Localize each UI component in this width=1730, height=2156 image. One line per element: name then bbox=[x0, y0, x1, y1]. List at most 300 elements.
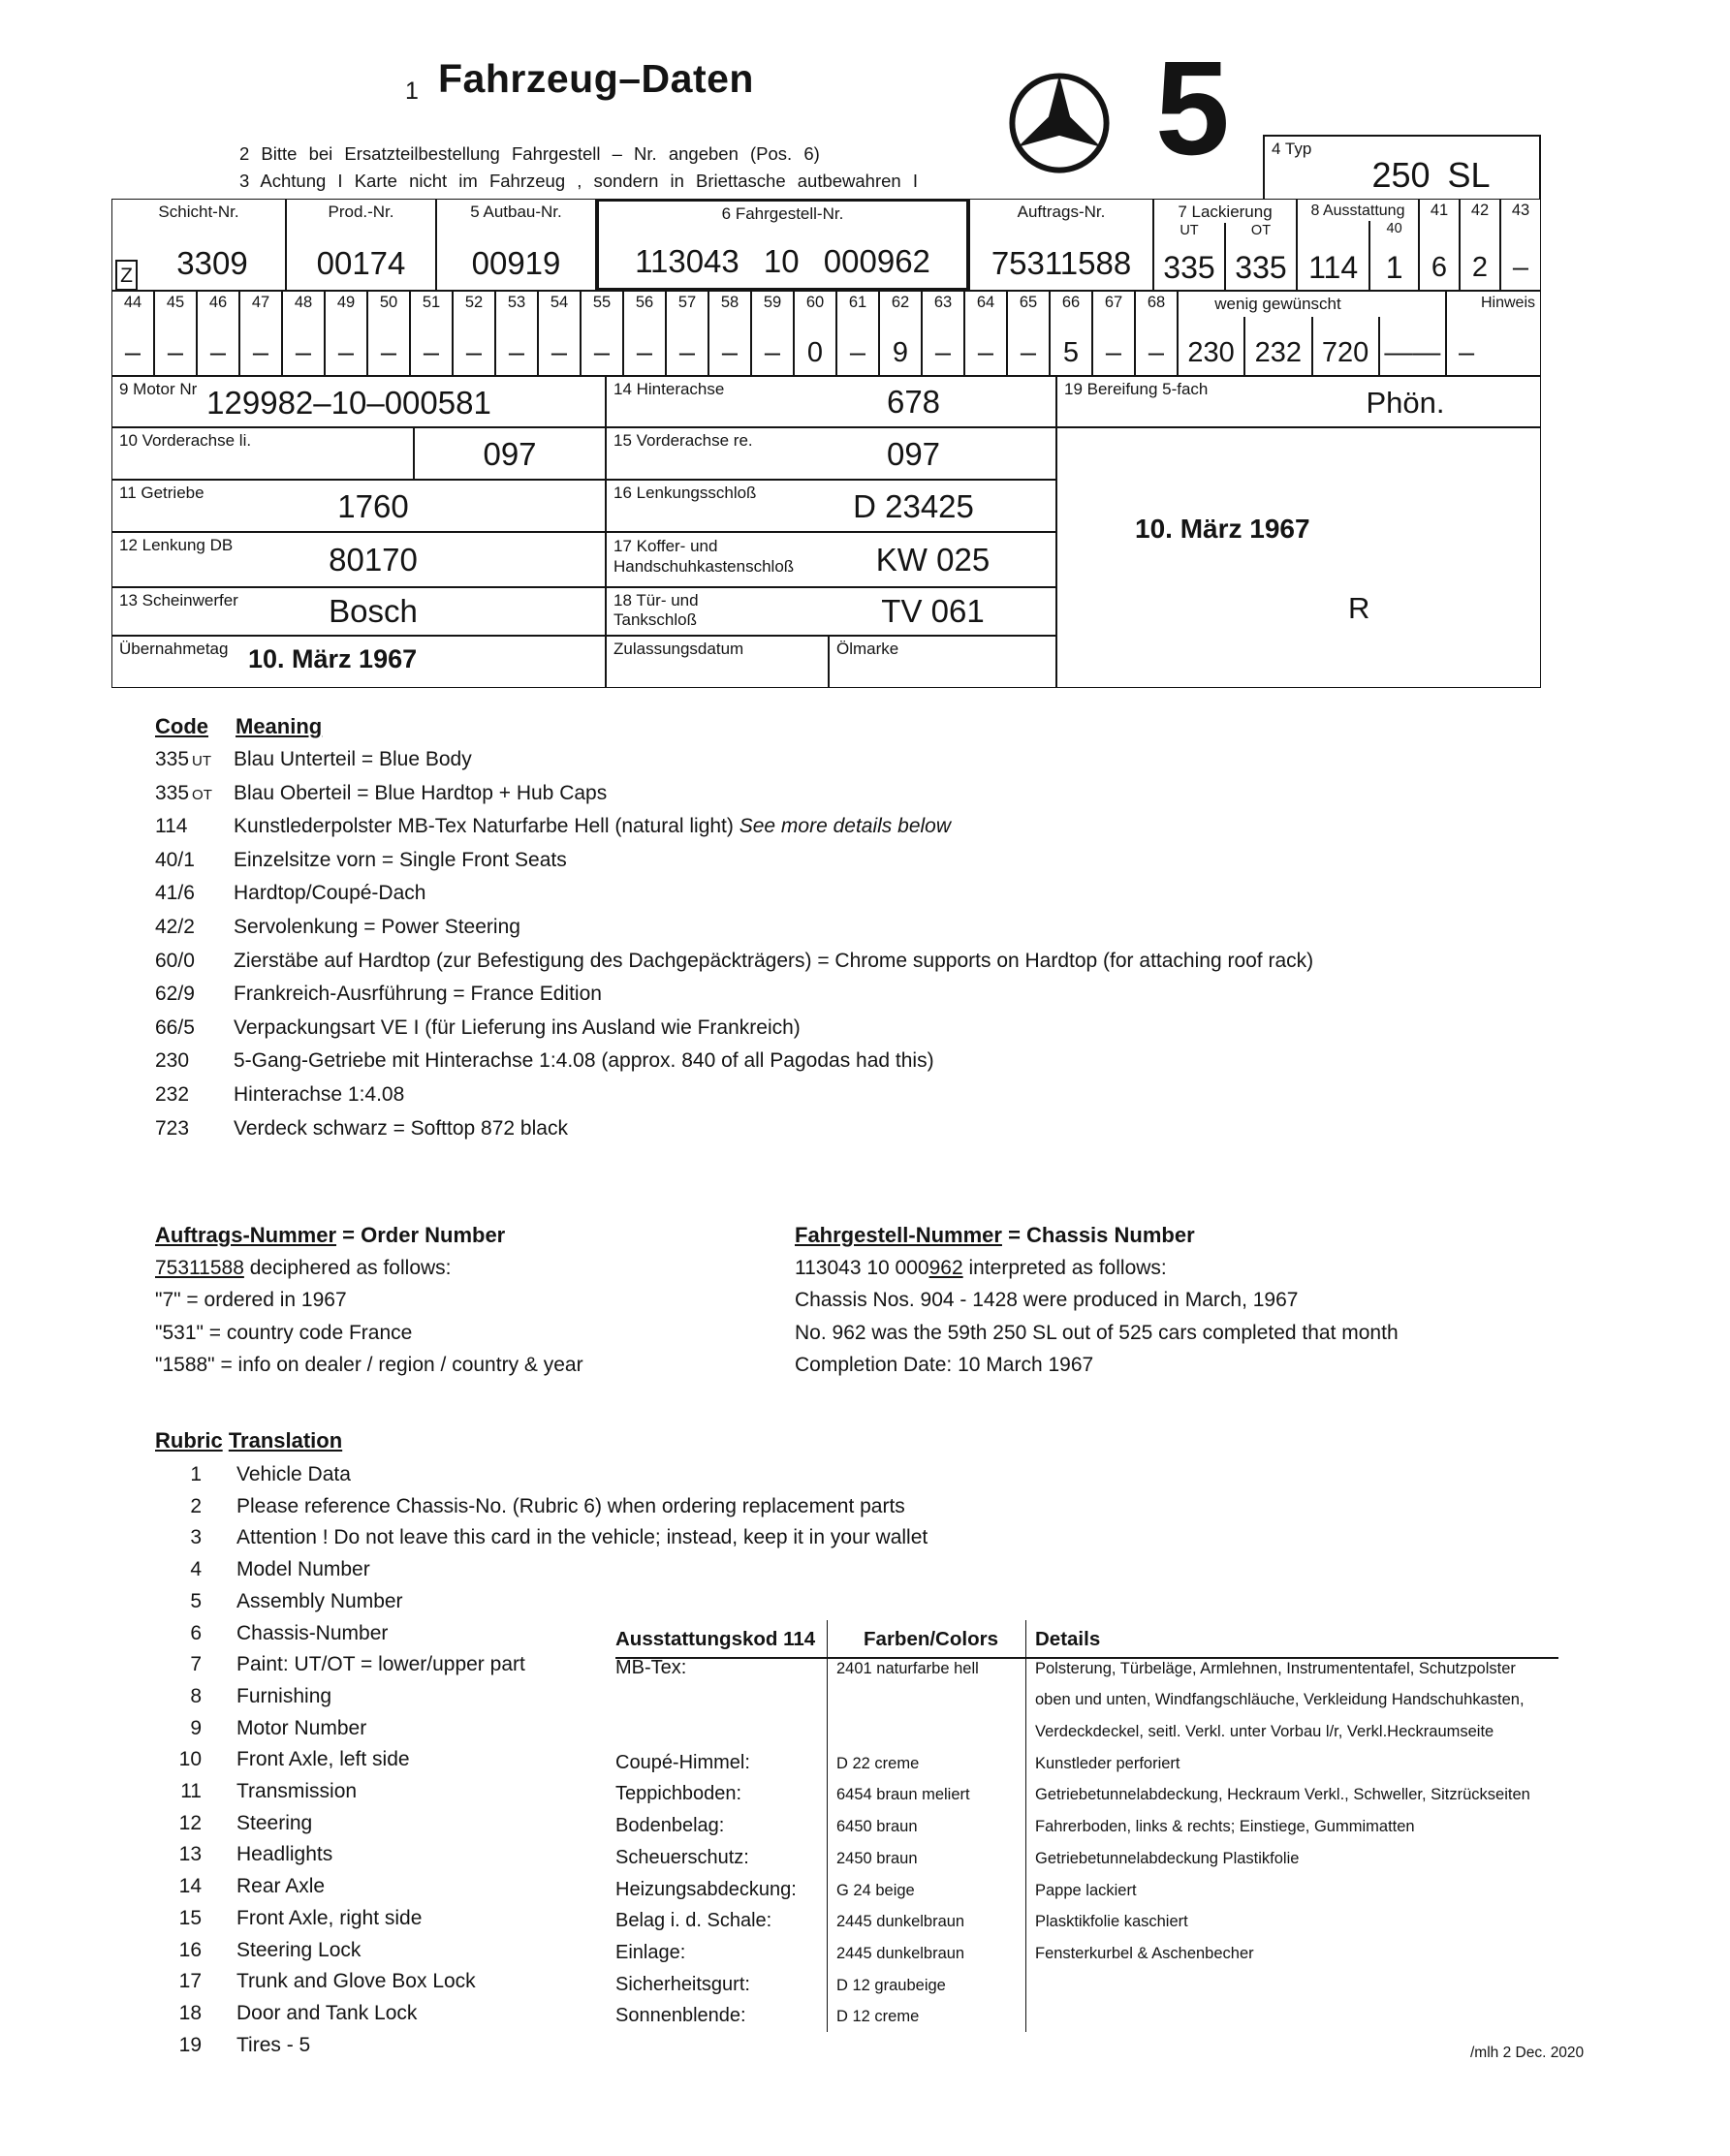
trim-40-value: 1 bbox=[1385, 250, 1403, 285]
code-row bbox=[155, 1113, 1313, 1147]
order-number-heading bbox=[155, 1219, 834, 1252]
cell-label: 12 Lenkung DB bbox=[119, 536, 234, 554]
code-value bbox=[155, 1046, 234, 1079]
chassis-number-heading bbox=[795, 1219, 1473, 1252]
paint-lower-half bbox=[1154, 223, 1224, 290]
cell-label: Prod.-Nr. bbox=[328, 203, 394, 221]
cell-label bbox=[613, 591, 699, 630]
column-number: 49 bbox=[336, 294, 356, 311]
axle-ratio-values bbox=[1179, 317, 1445, 375]
column-value: 9 bbox=[892, 337, 909, 368]
option-column-cell bbox=[111, 291, 154, 376]
option-column-cell bbox=[666, 291, 708, 376]
rubric-text: Front Axle, right side bbox=[236, 1906, 423, 1929]
column-value: – bbox=[167, 337, 184, 368]
equipment-item: Belag i. d. Schale: bbox=[615, 1910, 772, 1932]
wenig-value-cell bbox=[1179, 317, 1243, 375]
equipment-item: Sicherheitsgurt: bbox=[615, 1973, 750, 1995]
line-rest: deciphered as follows: bbox=[243, 1256, 452, 1279]
rubric-number: 16 bbox=[178, 1938, 202, 1961]
code-value bbox=[155, 878, 234, 912]
card-number-5: 5 bbox=[1155, 34, 1230, 183]
trim-sub-40: 40 bbox=[1386, 221, 1402, 236]
rubric-number: 7 bbox=[190, 1653, 202, 1676]
column-number: 50 bbox=[379, 294, 398, 311]
equipment-color bbox=[827, 1683, 1025, 1715]
cell-label: Übernahmetag bbox=[119, 640, 229, 658]
code-number: 60/0 bbox=[155, 949, 195, 972]
equipment-details: oben und unten, Windfangschläuche, Verkleidung Handschuhkasten, bbox=[1025, 1683, 1558, 1715]
rubric-text: Furnishing bbox=[236, 1684, 332, 1707]
option-column-cell bbox=[325, 291, 367, 376]
rubric-number: 9 bbox=[190, 1716, 202, 1739]
rubric-number: 19 bbox=[178, 2033, 202, 2056]
option-column-cell bbox=[1007, 291, 1050, 376]
equipment-details: Getriebetunnelabdeckung, Heckraum Verkl., Schweller, Sitzrückseiten bbox=[1025, 1778, 1558, 1810]
equipment-color: 6454 braun meliert bbox=[827, 1778, 1025, 1810]
rubric-number: 1 bbox=[190, 1463, 202, 1485]
cell-label: 8 Ausstattung bbox=[1310, 203, 1405, 219]
code-row bbox=[155, 912, 1313, 946]
column-value: – bbox=[465, 337, 483, 368]
cell-label: Schicht-Nr. bbox=[158, 203, 239, 221]
code-meaning-text: Hardtop/Coupé-Dach bbox=[234, 882, 426, 905]
code-meaning bbox=[234, 811, 951, 845]
code-number: 42/2 bbox=[155, 915, 195, 938]
equipment-color: 6450 braun bbox=[827, 1810, 1025, 1842]
option-column-cell bbox=[197, 291, 239, 376]
code-meaning bbox=[234, 979, 602, 1013]
rubric-row bbox=[155, 2030, 928, 2062]
paint-code-split bbox=[1154, 223, 1296, 290]
column-number: 47 bbox=[251, 294, 270, 311]
model-type-value: 250 SL bbox=[1371, 155, 1491, 195]
code-meaning bbox=[234, 845, 567, 879]
option-column-cell bbox=[282, 291, 325, 376]
column-value: – bbox=[295, 337, 312, 368]
column-number: 67 bbox=[1104, 294, 1123, 311]
code-value bbox=[155, 1113, 234, 1147]
rubric-row bbox=[155, 1491, 928, 1523]
rubric-number: 8 bbox=[190, 1684, 202, 1707]
code-meaning-text: Blau Oberteil = Blue Hardtop + Hub Caps bbox=[234, 781, 608, 804]
cell-41 bbox=[1419, 199, 1460, 291]
cell-hinterachse bbox=[606, 376, 1056, 427]
text-line bbox=[155, 1349, 834, 1382]
code-meaning bbox=[234, 778, 607, 812]
rubric-text: Transmission bbox=[236, 1780, 358, 1803]
rubric-heading bbox=[155, 1428, 928, 1453]
column-value: – bbox=[337, 337, 355, 368]
cell-value: 097 bbox=[483, 436, 537, 472]
motor-number-value: 129982–10–000581 bbox=[206, 385, 491, 421]
line-text: No. 962 was the 59th 250 SL out of 525 cars completed that month bbox=[795, 1321, 1399, 1344]
column-value: 6 bbox=[1431, 252, 1448, 283]
cell-motor-nr bbox=[111, 376, 606, 427]
cell-label: 19 Bereifung 5-fach bbox=[1064, 380, 1209, 398]
trim-code-half bbox=[1298, 221, 1368, 290]
cell-uebernahmetag bbox=[111, 636, 606, 688]
cell-label: 6 Fahrgestell-Nr. bbox=[721, 204, 844, 223]
text-line bbox=[795, 1284, 1473, 1317]
rubric-text: Motor Number bbox=[236, 1716, 367, 1739]
equipment-item bbox=[615, 1683, 827, 1715]
equipment-details: Verdeckdeckel, seitl. Verkl. unter Vorbau l/r, Verkl.Heckraumseite bbox=[1025, 1715, 1558, 1747]
cell-label: 5 Autbau-Nr. bbox=[470, 203, 562, 221]
trim-code-value: 114 bbox=[1308, 250, 1359, 285]
column-number: 42 bbox=[1470, 202, 1490, 219]
header-note-3: 3 Achtung I Karte nicht im Fahrzeug , sondern in Briettasche autbewahren I bbox=[239, 171, 918, 191]
cell-vorderachse-rechts bbox=[606, 427, 1056, 480]
column-number: 66 bbox=[1061, 294, 1081, 311]
rubric-text: Assembly Number bbox=[236, 1589, 403, 1612]
cell-ausstattung bbox=[1297, 199, 1419, 291]
option-column-cell bbox=[453, 291, 495, 376]
option-column-cell bbox=[751, 291, 794, 376]
line-text: 113043 10 000 bbox=[795, 1256, 929, 1279]
column-number: 48 bbox=[294, 294, 313, 311]
rubric-number: 18 bbox=[178, 2001, 202, 2024]
page-title: Fahrzeug–Daten bbox=[438, 56, 754, 101]
cell-value: 80170 bbox=[329, 542, 418, 578]
column-value: 5 bbox=[1062, 337, 1080, 368]
rubric-text: Trunk and Glove Box Lock bbox=[236, 1970, 476, 1993]
equipment-color: D 12 creme bbox=[827, 2000, 1025, 2032]
rubric-number: 15 bbox=[178, 1906, 202, 1929]
rubric-text: Rear Axle bbox=[236, 1875, 326, 1898]
cell-aufbau-nr bbox=[436, 199, 596, 291]
cell-schicht-nr bbox=[111, 199, 286, 291]
cell-label: Auftrags-Nr. bbox=[1017, 203, 1106, 221]
cell-fahrgestell-nr bbox=[596, 199, 969, 291]
column-value: – bbox=[380, 337, 397, 368]
cell-value: D 23425 bbox=[853, 488, 974, 524]
option-column-cell bbox=[879, 291, 922, 376]
code-value bbox=[155, 1079, 234, 1113]
code-row bbox=[155, 778, 1313, 812]
heading-underlined: Fahrgestell-Nummer bbox=[795, 1223, 1002, 1247]
order-number-lines bbox=[155, 1252, 834, 1382]
code-meaning-text: Blau Unterteil = Blue Body bbox=[234, 748, 472, 770]
column-number: 45 bbox=[166, 294, 185, 311]
option-column-cell bbox=[239, 291, 282, 376]
cell-value: 097 bbox=[886, 436, 941, 472]
rubric-text: Door and Tank Lock bbox=[236, 2001, 418, 2024]
rubric-text: Attention ! Do not leave this card in the vehicle; instead, keep it in your wallet bbox=[236, 1526, 928, 1549]
title-number: 1 bbox=[405, 78, 419, 105]
column-number: 64 bbox=[976, 294, 995, 311]
column-number: 43 bbox=[1511, 202, 1530, 219]
option-column-cell bbox=[538, 291, 581, 376]
line-underlined: 75311588 bbox=[155, 1256, 244, 1279]
option-column-cell bbox=[1135, 291, 1178, 376]
cell-auftrags-nr bbox=[969, 199, 1153, 291]
wenig-value-cell bbox=[1243, 317, 1310, 375]
cell-vorderachse-links bbox=[111, 427, 606, 480]
rubric-number: 10 bbox=[178, 1748, 202, 1771]
code-meaning bbox=[234, 1013, 801, 1047]
option-column-cell bbox=[964, 291, 1007, 376]
cell-label: 9 Motor Nr bbox=[119, 380, 198, 398]
code-value bbox=[155, 811, 234, 845]
trim-split bbox=[1298, 221, 1418, 290]
wenig-value: —— bbox=[1384, 337, 1441, 368]
handover-date-value: 10. März 1967 bbox=[248, 644, 418, 673]
column-number: 54 bbox=[550, 294, 569, 311]
cell-tuer-schloss bbox=[606, 587, 1056, 636]
code-number: 232 bbox=[155, 1082, 190, 1106]
equipment-item: Sonnenblende: bbox=[615, 2005, 746, 2027]
equipment-item: Scheuerschutz: bbox=[615, 1846, 749, 1868]
code-suffix: UT bbox=[192, 753, 212, 769]
column-value: – bbox=[252, 337, 269, 368]
data-card bbox=[111, 199, 1541, 688]
option-column-cell bbox=[367, 291, 410, 376]
rubric-number: 2 bbox=[190, 1494, 202, 1517]
column-number: 63 bbox=[933, 294, 953, 311]
column-value: – bbox=[1020, 337, 1037, 368]
cell-label: 7 Lackierung bbox=[1178, 203, 1273, 221]
rubric-text: Paint: UT/OT = lower/upper part bbox=[236, 1653, 525, 1676]
trim-40-half bbox=[1368, 221, 1418, 290]
cell-lenkung bbox=[111, 532, 606, 587]
cell-value: 678 bbox=[886, 384, 941, 420]
rubric-row bbox=[155, 1459, 928, 1491]
rubric-text: Chassis-Number bbox=[236, 1621, 389, 1644]
code-number: 230 bbox=[155, 1049, 190, 1073]
rubric-text: Headlights bbox=[236, 1843, 333, 1866]
rubric-number: 17 bbox=[178, 1970, 202, 1993]
column-number: 52 bbox=[464, 294, 484, 311]
rubric-text: Model Number bbox=[236, 1558, 370, 1581]
column-value: – bbox=[124, 337, 142, 368]
option-column-cell bbox=[495, 291, 538, 376]
code-row bbox=[155, 946, 1313, 980]
line-text: "531" = country code France bbox=[155, 1321, 413, 1344]
cell-oelmarke bbox=[829, 636, 1056, 688]
column-value: – bbox=[1148, 337, 1165, 368]
text-line bbox=[795, 1252, 1473, 1285]
equipment-header-colors: Farben/Colors bbox=[827, 1620, 1025, 1659]
chassis-number-lines bbox=[795, 1252, 1473, 1382]
cell-lenkungsschloss bbox=[606, 480, 1056, 532]
heading-meaning: Meaning bbox=[236, 714, 323, 738]
equipment-details: Polsterung, Türbeläge, Armlehnen, Instrumententafel, Schutzpolster bbox=[1025, 1652, 1558, 1684]
text-line bbox=[795, 1349, 1473, 1382]
equipment-color: 2445 dunkelbraun bbox=[827, 1937, 1025, 1969]
rubric-row bbox=[155, 1586, 928, 1618]
option-column-cell bbox=[154, 291, 197, 376]
footer-credit: /mlh 2 Dec. 2020 bbox=[1470, 2045, 1585, 2061]
code-meaning-heading bbox=[155, 714, 1313, 739]
wenig-value-cell bbox=[1311, 317, 1378, 375]
code-meaning bbox=[234, 912, 520, 946]
column-value: – bbox=[678, 337, 696, 368]
cell-value: 00174 bbox=[316, 245, 406, 281]
cell-label: 13 Scheinwerfer bbox=[119, 591, 238, 609]
column-value: – bbox=[849, 337, 866, 368]
cell-42 bbox=[1460, 199, 1500, 291]
cell-date-panel bbox=[1056, 427, 1541, 688]
cell-wenig-gewuenscht bbox=[1178, 291, 1446, 376]
line-text: Completion Date: 10 March 1967 bbox=[795, 1354, 1094, 1376]
cell-label: Ölmarke bbox=[836, 640, 899, 658]
cell-label-line1: 18 Tür- und bbox=[613, 591, 699, 609]
wenig-value-cell bbox=[1378, 317, 1445, 375]
code-row bbox=[155, 845, 1313, 879]
equipment-color: 2445 dunkelbraun bbox=[827, 1905, 1025, 1937]
code-row bbox=[155, 979, 1313, 1013]
column-value: – bbox=[209, 337, 227, 368]
option-column-cell bbox=[623, 291, 666, 376]
cell-prod-nr bbox=[286, 199, 436, 291]
code-row bbox=[155, 744, 1313, 778]
code-meaning bbox=[234, 744, 472, 778]
option-column-cell bbox=[922, 291, 964, 376]
cell-scheinwerfer bbox=[111, 587, 606, 636]
paint-code-upper: 335 bbox=[1235, 250, 1287, 285]
column-value: – bbox=[508, 337, 525, 368]
value-divider-area bbox=[413, 428, 605, 479]
code-meaning-note: See more details below bbox=[739, 815, 952, 838]
code-value bbox=[155, 946, 234, 980]
column-number: 62 bbox=[891, 294, 910, 311]
text-line bbox=[155, 1317, 834, 1350]
code-number: 62/9 bbox=[155, 983, 195, 1006]
column-value: – bbox=[1105, 337, 1122, 368]
code-row bbox=[155, 811, 1313, 845]
header-note-2: 2 Bitte bei Ersatzteilbestellung Fahrgestell – Nr. angeben (Pos. 6) bbox=[239, 143, 820, 164]
cell-bereifung bbox=[1056, 376, 1541, 427]
rubric-number: 5 bbox=[190, 1589, 202, 1612]
rubric-text: Vehicle Data bbox=[236, 1463, 351, 1485]
completion-date-stamp: 10. März 1967 bbox=[1135, 514, 1310, 544]
equipment-color: 2401 naturfarbe hell bbox=[827, 1652, 1025, 1684]
heading-translation: Translation bbox=[228, 1428, 343, 1453]
heading-rest: = Chassis Number bbox=[1001, 1223, 1195, 1247]
panel-mark-r: R bbox=[1348, 591, 1370, 625]
order-number-section bbox=[155, 1219, 834, 1382]
cell-koffer-schloss bbox=[606, 532, 1056, 587]
equipment-details: Getriebetunnelabdeckung Plastikfolie bbox=[1025, 1842, 1558, 1874]
code-value bbox=[155, 979, 234, 1013]
equipment-item: Heizungsabdeckung: bbox=[615, 1878, 797, 1900]
column-value: – bbox=[423, 337, 440, 368]
code-meaning-text: Zierstäbe auf Hardtop (zur Befestigung des Dachgepäckträgers) = Chrome supports on Hardtop (for attaching roof rack) bbox=[234, 949, 1314, 972]
code-row bbox=[155, 1046, 1313, 1079]
cell-label: Hinweis bbox=[1480, 295, 1535, 311]
code-meaning-text: Servolenkung = Power Steering bbox=[234, 915, 520, 938]
rubric-text: Tires - 5 bbox=[236, 2033, 311, 2056]
column-number: 60 bbox=[805, 294, 825, 311]
equipment-table bbox=[615, 1620, 1558, 2032]
column-value: – bbox=[721, 337, 739, 368]
heading-rest: = Order Number bbox=[336, 1223, 506, 1247]
column-number: 53 bbox=[507, 294, 526, 311]
paint-sub-ut: UT bbox=[1180, 223, 1199, 238]
code-meaning-text: Hinterachse 1:4.08 bbox=[234, 1082, 405, 1106]
cell-label: wenig gewünscht bbox=[1214, 295, 1341, 313]
code-meaning-text: Verpackungsart VE I (für Lieferung ins Ausland wie Frankreich) bbox=[234, 1016, 801, 1039]
column-number: 55 bbox=[592, 294, 612, 311]
option-column-cell bbox=[1092, 291, 1135, 376]
code-meaning-text: Einzelsitze vorn = Single Front Seats bbox=[234, 848, 567, 871]
code-number: 335 bbox=[155, 748, 190, 770]
schicht-prefix-box: Z bbox=[115, 260, 138, 291]
column-value: – bbox=[593, 337, 611, 368]
line-underlined: 962 bbox=[928, 1256, 963, 1279]
equipment-color: 2450 braun bbox=[827, 1842, 1025, 1874]
code-meaning bbox=[234, 878, 425, 912]
heading-code: Code bbox=[155, 714, 208, 738]
cell-lackierung bbox=[1153, 199, 1297, 291]
column-value: – bbox=[550, 337, 568, 368]
line-rest: interpreted as follows: bbox=[962, 1256, 1167, 1279]
cell-hinweis bbox=[1446, 291, 1541, 376]
equipment-details: Pappe lackiert bbox=[1025, 1874, 1558, 1906]
chassis-number-section bbox=[795, 1219, 1473, 1382]
rubric-row bbox=[155, 1554, 928, 1586]
code-meaning bbox=[234, 1079, 404, 1113]
equipment-color: G 24 beige bbox=[827, 1874, 1025, 1906]
column-value: – bbox=[764, 337, 781, 368]
code-row bbox=[155, 1079, 1313, 1113]
column-value: – bbox=[934, 337, 952, 368]
cell-label: 11 Getriebe bbox=[119, 484, 204, 502]
code-list bbox=[155, 744, 1313, 1146]
code-number: 114 bbox=[155, 815, 188, 838]
equipment-item: Bodenbelag: bbox=[615, 1815, 725, 1837]
cell-value: – bbox=[1459, 337, 1475, 368]
cell-value: Bosch bbox=[329, 593, 418, 629]
column-number: 41 bbox=[1430, 202, 1449, 219]
code-row bbox=[155, 1013, 1313, 1047]
rubric-number: 12 bbox=[178, 1811, 202, 1834]
paint-code-lower: 335 bbox=[1163, 250, 1215, 285]
equipment-item bbox=[615, 1715, 827, 1747]
equipment-details bbox=[1025, 2000, 1558, 2032]
column-number: 61 bbox=[848, 294, 867, 311]
line-text: "1588" = info on dealer / region / country & year bbox=[155, 1354, 583, 1376]
equipment-item: Teppichboden: bbox=[615, 1783, 742, 1805]
cell-label: Zulassungsdatum bbox=[613, 640, 744, 658]
code-meaning-section bbox=[155, 714, 1313, 1146]
equipment-color bbox=[827, 1715, 1025, 1747]
wenig-value: 232 bbox=[1254, 337, 1303, 368]
code-meaning bbox=[234, 1113, 568, 1147]
option-column-cell bbox=[836, 291, 879, 376]
cell-label-line2: Handschuhkastenschloß bbox=[613, 557, 795, 576]
option-column-cell bbox=[794, 291, 836, 376]
column-value: 2 bbox=[1471, 252, 1489, 283]
text-line bbox=[155, 1284, 834, 1317]
wenig-value: 230 bbox=[1187, 337, 1235, 368]
option-column-cell bbox=[410, 291, 453, 376]
column-number: 44 bbox=[123, 294, 142, 311]
chassis-number-value: 113043 10 000962 bbox=[635, 243, 930, 279]
wenig-value: 720 bbox=[1321, 337, 1369, 368]
column-number: 59 bbox=[763, 294, 782, 311]
equipment-details: Fahrerboden, links & rechts; Einstiege, Gummimatten bbox=[1025, 1810, 1558, 1842]
rubric-row bbox=[155, 1522, 928, 1554]
option-column-cell bbox=[581, 291, 623, 376]
code-number: 723 bbox=[155, 1116, 190, 1140]
mercedes-star-icon bbox=[1006, 70, 1113, 176]
rubric-number: 14 bbox=[178, 1875, 202, 1898]
column-number: 56 bbox=[635, 294, 654, 311]
code-value bbox=[155, 744, 234, 778]
cell-label-line2: Tankschloß bbox=[613, 610, 697, 629]
